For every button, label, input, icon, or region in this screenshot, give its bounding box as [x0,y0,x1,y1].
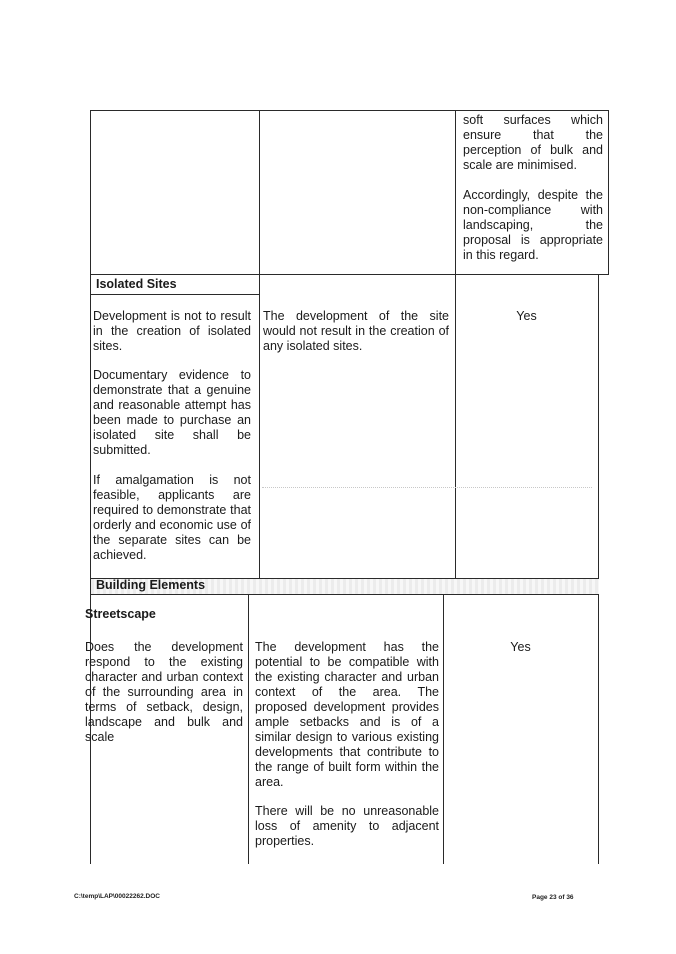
isolated-sites-control-2: Documentary evidence to demonstrate that a genuine and reasonable attempt has been made to purchase an isolated site shall be submitted. [93,368,251,457]
isolated-sites-comment: The development of the site would not result in the creation of any isolated sites. [263,309,449,353]
table-left-border [90,110,91,864]
isolated-sites-control-3: If amalgamation is not feasible, applicants are required to demonstrate that orderly and economic use of the separate sites can be achieved. [93,473,251,562]
isolated-sites-control-1: Development is not to result in the creation of isolated sites. [93,309,251,353]
continuation-paragraph-2: Accordingly, despite the non-compliance with landscaping, the proposal is appropriate in this regard. [463,188,603,262]
row-separator-1 [90,274,609,275]
table-right-border-upper [608,110,609,274]
table-col1-divider-lower [248,594,249,864]
streetscape-comment-1: The development has the potential to be compatible with the existing character and urban context of the area. The proposed development provides ample setbacks and is of a similar design to various existing developments that contribute to the range of built form within the area. [255,640,439,789]
table-col2-divider-upper [455,110,456,578]
table-top-border [90,110,609,111]
streetscape-complies: Yes [510,640,531,654]
isolated-sites-complies: Yes [516,309,537,323]
streetscape-heading: Streetscape [85,607,156,621]
streetscape-comment-2: There will be no unreasonable loss of amenity to adjacent properties. [255,804,439,848]
row-separator-3 [90,594,599,595]
table-right-border-lower [598,594,599,864]
footer-page-number: Page 23 of 36 [532,894,574,901]
building-elements-heading: Building Elements [96,578,206,592]
continuation-paragraph-1: soft surfaces which ensure that the perception of bulk and scale are minimised. [463,113,603,172]
isolated-sites-heading: Isolated Sites [96,277,177,291]
faint-dotted-rule [262,487,592,488]
footer-file-path: C:\temp\LAP\00022262.DOC [74,893,160,900]
table-col2-divider-lower [443,594,444,864]
table-right-border-mid [598,274,599,594]
isolated-sites-heading-underline [90,294,260,295]
table-col1-divider-upper [259,110,260,578]
streetscape-control: Does the development respond to the existing character and urban context of the surrounding area in terms of setback, design, landscape and bulk and scale [85,640,243,744]
